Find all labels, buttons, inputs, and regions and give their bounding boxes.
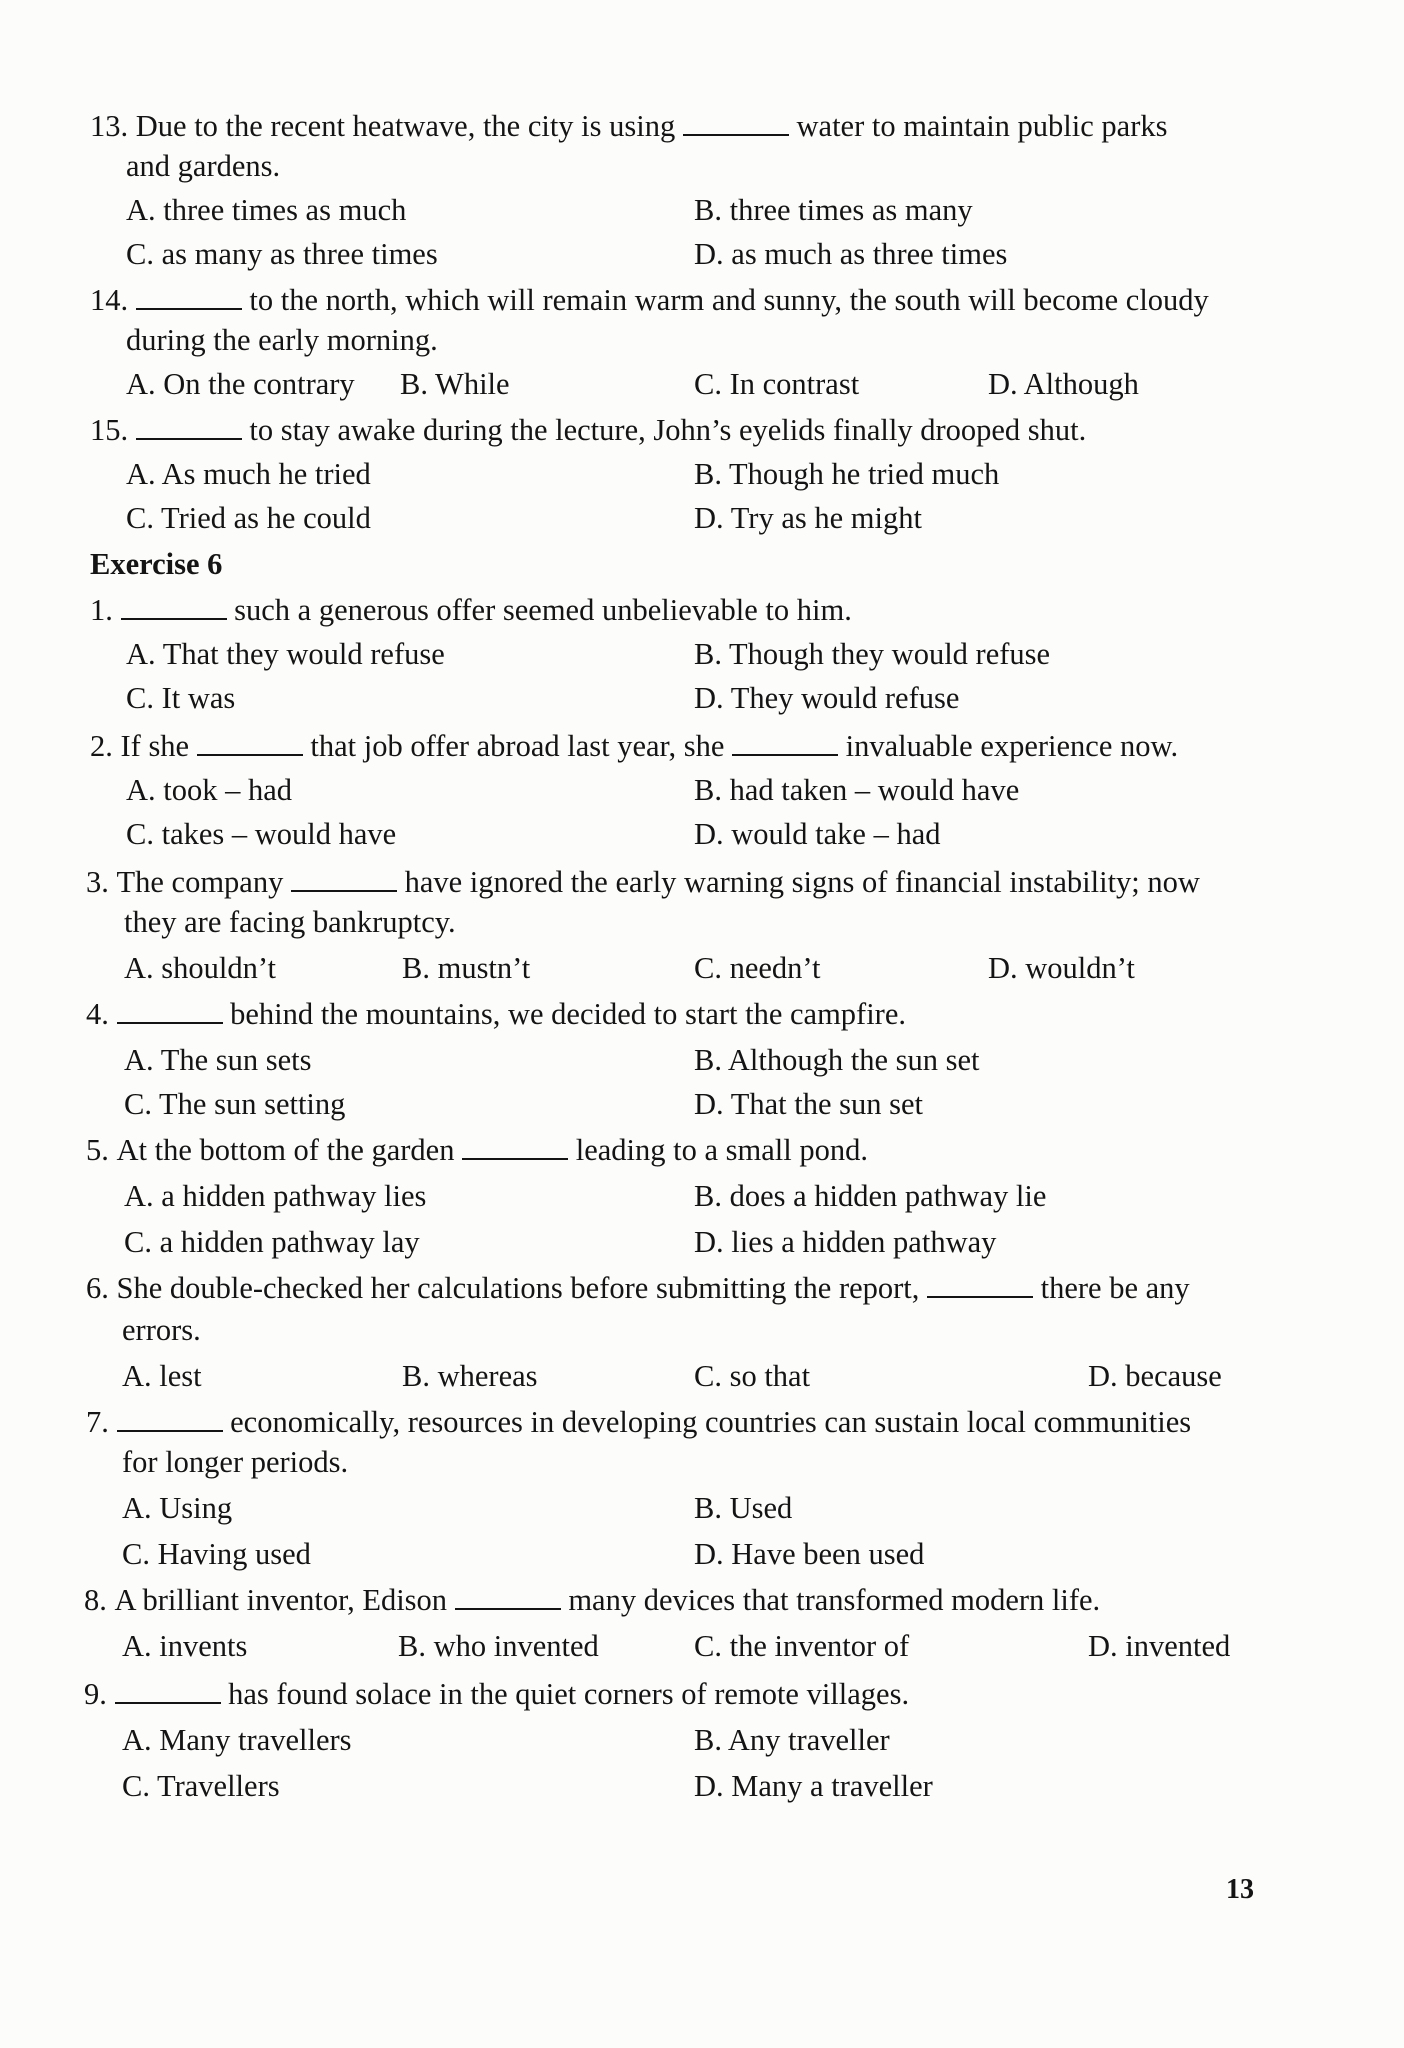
option-d: D. They would refuse xyxy=(694,681,960,715)
option-a: A. a hidden pathway lies xyxy=(124,1179,427,1213)
option-b: B. who invented xyxy=(398,1629,599,1663)
question-number: 7. xyxy=(86,1405,109,1439)
answer-blank xyxy=(136,284,242,310)
answer-blank xyxy=(462,1134,568,1160)
question-text: many devices that transformed modern life. xyxy=(568,1583,1101,1617)
answer-blank xyxy=(197,730,303,756)
exercise-heading: Exercise 6 xyxy=(90,547,223,581)
option-d: D. Although xyxy=(988,367,1139,401)
option-c: C. a hidden pathway lay xyxy=(124,1225,420,1259)
question-text: to stay awake during the lecture, John’s eyelids finally drooped shut. xyxy=(249,413,1087,447)
question-text: there be any xyxy=(1040,1271,1190,1305)
option-b: B. had taken – would have xyxy=(694,773,1020,807)
option-d: D. That the sun set xyxy=(694,1087,924,1121)
option-c: C. so that xyxy=(694,1359,811,1393)
option-d: D. wouldn’t xyxy=(988,951,1135,985)
question-number: 3. xyxy=(86,865,109,899)
question-text: She double-checked her calculations before submitting the report, xyxy=(116,1271,920,1305)
question-15 xyxy=(90,412,1086,448)
option-b: B. mustn’t xyxy=(402,951,531,985)
answer-blank xyxy=(117,998,223,1024)
answer-blank xyxy=(115,1678,221,1704)
option-c: C. Travellers xyxy=(122,1769,280,1803)
option-d: D. invented xyxy=(1088,1629,1231,1663)
question-number: 1. xyxy=(90,593,113,627)
option-a: A. lest xyxy=(122,1359,202,1393)
answer-blank xyxy=(683,110,789,136)
exercise-question-7-continuation: for longer periods. xyxy=(122,1445,349,1479)
option-a: A. That they would refuse xyxy=(126,637,445,671)
answer-blank xyxy=(136,414,242,440)
option-b: B. Although the sun set xyxy=(694,1043,980,1077)
question-text: to the north, which will remain warm and sunny, the south will become cloudy xyxy=(249,283,1209,317)
option-c: C. takes – would have xyxy=(126,817,397,851)
option-a: A. On the contrary xyxy=(126,367,355,401)
question-number: 4. xyxy=(86,997,109,1031)
option-b: B. does a hidden pathway lie xyxy=(694,1179,1047,1213)
option-a: A. The sun sets xyxy=(124,1043,312,1077)
option-a: A. three times as much xyxy=(126,193,407,227)
question-text: Due to the recent heatwave, the city is using xyxy=(135,109,676,143)
question-text: If she xyxy=(120,729,190,763)
exercise-question-7 xyxy=(86,1404,1191,1440)
answer-blank xyxy=(927,1272,1033,1298)
question-number: 8. xyxy=(84,1583,107,1617)
question-number: 14. xyxy=(90,283,129,317)
option-d: D. Have been used xyxy=(694,1537,925,1571)
option-b: B. Used xyxy=(694,1491,793,1525)
question-number: 2. xyxy=(90,729,113,763)
exercise-question-8 xyxy=(84,1582,1100,1618)
option-b: B. Though they would refuse xyxy=(694,637,1051,671)
answer-blank xyxy=(291,866,397,892)
question-14-continuation: during the early morning. xyxy=(126,323,438,357)
exercise-question-4 xyxy=(86,996,906,1032)
exercise-question-2 xyxy=(90,728,1178,764)
option-c: C. Tried as he could xyxy=(126,501,371,535)
option-a: A. As much he tried xyxy=(126,457,371,491)
option-b: B. Any traveller xyxy=(694,1723,890,1757)
exercise-question-3-continuation: they are facing bankruptcy. xyxy=(124,905,456,939)
option-d: D. because xyxy=(1088,1359,1222,1393)
option-c: C. as many as three times xyxy=(126,237,438,271)
question-text: that job offer abroad last year, she xyxy=(310,729,725,763)
question-text: water to maintain public parks xyxy=(796,109,1168,143)
question-number: 5. xyxy=(86,1133,109,1167)
exercise-question-6 xyxy=(86,1270,1190,1306)
question-text: economically, resources in developing countries can sustain local communities xyxy=(230,1405,1192,1439)
answer-blank xyxy=(732,730,838,756)
question-text: At the bottom of the garden xyxy=(116,1133,455,1167)
answer-blank xyxy=(117,1406,223,1432)
option-c: C. needn’t xyxy=(694,951,821,985)
option-b: B. Though he tried much xyxy=(694,457,1000,491)
option-a: A. Using xyxy=(122,1491,233,1525)
option-a: A. invents xyxy=(122,1629,248,1663)
option-b: B. three times as many xyxy=(694,193,973,227)
question-text: The company xyxy=(116,865,284,899)
question-text: have ignored the early warning signs of financial instability; now xyxy=(404,865,1200,899)
question-number: 13. xyxy=(90,109,129,143)
question-text: invaluable experience now. xyxy=(845,729,1179,763)
question-text: behind the mountains, we decided to start the campfire. xyxy=(230,997,906,1031)
option-d: D. Try as he might xyxy=(694,501,922,535)
option-c: C. The sun setting xyxy=(124,1087,346,1121)
question-number: 6. xyxy=(86,1271,109,1305)
option-d: D. would take – had xyxy=(694,817,941,851)
option-c: C. It was xyxy=(126,681,236,715)
option-a: A. took – had xyxy=(126,773,293,807)
option-d: D. as much as three times xyxy=(694,237,1008,271)
question-text: such a generous offer seemed unbelievable to him. xyxy=(234,593,852,627)
answer-blank xyxy=(455,1584,561,1610)
option-b: B. whereas xyxy=(402,1359,538,1393)
question-text: A brilliant inventor, Edison xyxy=(114,1583,448,1617)
option-a: A. Many travellers xyxy=(122,1723,352,1757)
exercise-question-3 xyxy=(86,864,1200,900)
exercise-question-6-continuation: errors. xyxy=(122,1313,201,1347)
question-text: has found solace in the quiet corners of remote villages. xyxy=(228,1677,910,1711)
question-number: 15. xyxy=(90,413,129,447)
question-14 xyxy=(90,282,1209,318)
option-c: C. In contrast xyxy=(694,367,860,401)
exercise-question-5 xyxy=(86,1132,868,1168)
option-d: D. Many a traveller xyxy=(694,1769,933,1803)
option-d: D. lies a hidden pathway xyxy=(694,1225,997,1259)
exercise-question-1 xyxy=(90,592,852,628)
page-number: 13 xyxy=(1226,1874,1254,1905)
option-a: A. shouldn’t xyxy=(124,951,276,985)
option-c: C. Having used xyxy=(122,1537,311,1571)
option-b: B. While xyxy=(400,367,510,401)
question-number: 9. xyxy=(84,1677,107,1711)
question-text: leading to a small pond. xyxy=(575,1133,868,1167)
exercise-question-9 xyxy=(84,1676,909,1712)
question-13-continuation: and gardens. xyxy=(126,149,281,183)
question-13 xyxy=(90,108,1167,144)
answer-blank xyxy=(121,594,227,620)
option-c: C. the inventor of xyxy=(694,1629,910,1663)
